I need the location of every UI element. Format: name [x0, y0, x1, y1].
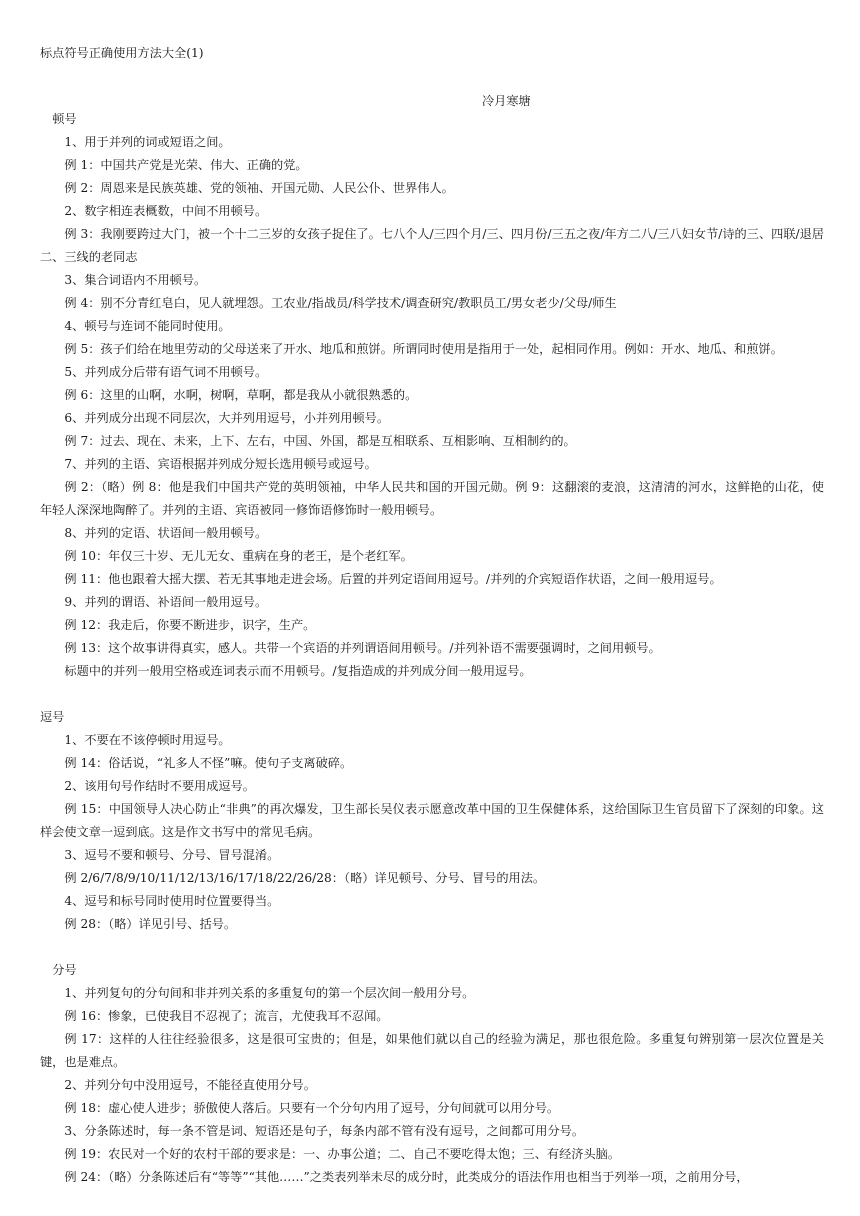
author-name: 冷月寒塘 — [482, 94, 531, 108]
paragraph: 例 2：周恩来是民族英雄、党的领袖、开国元勋、人民公仆、世界伟人。 — [64, 181, 454, 195]
paragraph: 3、逗号不要和顿号、分号、冒号混淆。 — [64, 848, 280, 862]
paragraph: 例 12：我走后，你要不断进步，识字，生产。 — [64, 618, 316, 632]
paragraph: 3、集合词语内不用顿号。 — [64, 273, 207, 287]
paragraph: 2、数字相连表概数，中间不用顿号。 — [64, 204, 268, 218]
paragraph: 例 2/6/7/8/9/10/11/12/13/16/17/18/22/26/28：（略）详见顿号、分号、冒号的用法。 — [64, 871, 546, 885]
paragraph: 2、并列分句中没用逗号，不能径直使用分号。 — [64, 1078, 316, 1092]
paragraph: 9、并列的谓语、补语间一般用逗号。 — [64, 595, 268, 609]
document-body — [40, 108, 824, 1189]
paragraph: 5、并列成分后带有语气词不用顿号。 — [64, 365, 268, 379]
paragraph: 例 18：虚心使人进步；骄傲使人落后。只要有一个分句内用了逗号，分句间就可以用分号。 — [64, 1101, 560, 1115]
section-spacer — [40, 683, 824, 706]
paragraph: 例 1：中国共产党是光荣、伟大、正确的党。 — [64, 158, 308, 172]
paragraph: 例 11：他也跟着大摇大摆、若无其事地走进会场。后置的并列定语间用逗号。/并列的介宾短语作状语，之间一般用逗号。 — [64, 572, 722, 586]
paragraph: 例 17：这样的人往往经验很多，这是很可宝贵的；但是，如果他们就以自己的经验为满足，那也很危险。多重复句辨别第一层次位置是关键，也是难点。 — [40, 1032, 824, 1069]
paragraph: 例 6：这里的山啊，水啊，树啊，草啊，都是我从小就很熟悉的。 — [64, 388, 418, 402]
paragraph: 例 16：惨象，已使我目不忍视了；流言，尤使我耳不忍闻。 — [64, 1009, 389, 1023]
paragraph: 例 19：农民对一个好的农村干部的要求是：一、办事公道；二、自己不要吃得太饱；三、有经济头脑。 — [64, 1147, 621, 1161]
paragraph: 3、分条陈述时，每一条不管是词、短语还是句子，每条内部不管有没有逗号，之间都可用分号。 — [64, 1124, 585, 1138]
section-spacer — [40, 936, 824, 959]
paragraph: 例 7：过去、现在、未来，上下、左右，中国、外国，都是互相联系、互相影响、互相制约的。 — [64, 434, 576, 448]
document-title: 标点符号正确使用方法大全(1) — [40, 46, 204, 60]
paragraph: 例 2：（略）例 8：他是我们中国共产党的英明领袖，中华人民共和国的开国元勋。例 9：这翻滚的麦浪，这清清的河水，这鲜艳的山花，使年轻人深深地陶醉了。并列的主语、宾语被同一修饰语修饰时一般用顿号。 — [40, 480, 824, 517]
paragraph: 例 24：（略）分条陈述后有“等等”“其他……”之类表列举未尽的成分时，此类成分的语法作用也相当于列举一项，之前用分号， — [64, 1170, 749, 1184]
paragraph: 例 14：俗话说，“礼多人不怪”嘛。使句子支离破碎。 — [64, 756, 353, 770]
paragraph: 1、不要在不该停顿时用逗号。 — [64, 733, 231, 747]
paragraph: 8、并列的定语、状语间一般用顿号。 — [64, 526, 268, 540]
paragraph: 例 3：我刚要跨过大门，被一个十二三岁的女孩子捉住了。七八个人/三四个月/三、四月份/三五之夜/年方二八/三八妇女节/诗的三、四联/退居二、三线的老同志 — [40, 227, 824, 264]
section-heading-dunhao: 顿号 — [52, 112, 77, 126]
paragraph: 例 28：（略）详见引号、括号。 — [64, 917, 237, 931]
paragraph: 6、并列成分出现不同层次，大并列用逗号，小并列用顿号。 — [64, 411, 390, 425]
paragraph: 4、顿号与连词不能同时使用。 — [64, 319, 231, 333]
paragraph: 2、该用句号作结时不要用成逗号。 — [64, 779, 255, 793]
section-heading-fenhao: 分号 — [52, 963, 77, 977]
paragraph: 4、逗号和标号同时使用时位置要得当。 — [64, 894, 280, 908]
paragraph: 1、并列复句的分句间和非并列关系的多重复句的第一个层次间一般用分号。 — [64, 986, 475, 1000]
paragraph: 例 13：这个故事讲得真实，感人。共带一个宾语的并列谓语间用顿号。/并列补语不需要强调时，之间用顿号。 — [64, 641, 661, 655]
paragraph: 1、用于并列的词或短语之间。 — [64, 135, 231, 149]
paragraph: 例 15：中国领导人决心防止“非典”的再次爆发，卫生部长吴仪表示愿意改革中国的卫生保健体系，这给国际卫生官员留下了深刻的印象。这样会使文章一逗到底。这是作文书写中的常见毛病。 — [40, 802, 824, 839]
paragraph: 例 5：孩子们给在地里劳动的父母送来了开水、地瓜和煎饼。所谓同时使用是指用于一处，起相同作用。例如：开水、地瓜、和煎饼。 — [64, 342, 783, 356]
paragraph: 例 10：年仅三十岁、无儿无女、重病在身的老王，是个老红军。 — [64, 549, 413, 563]
paragraph: 7、并列的主语、宾语根据并列成分短长选用顿号或逗号。 — [64, 457, 377, 471]
paragraph: 例 4：别不分青红皂白，见人就埋怨。工农业/指战员/科学技术/调查研究/教职员工/男女老少/父母/师生 — [64, 296, 617, 310]
paragraph: 标题中的并列一般用空格或连词表示而不用顿号。/复指造成的并列成分间一般用逗号。 — [64, 664, 532, 678]
section-heading-douhao: 逗号 — [40, 710, 65, 724]
